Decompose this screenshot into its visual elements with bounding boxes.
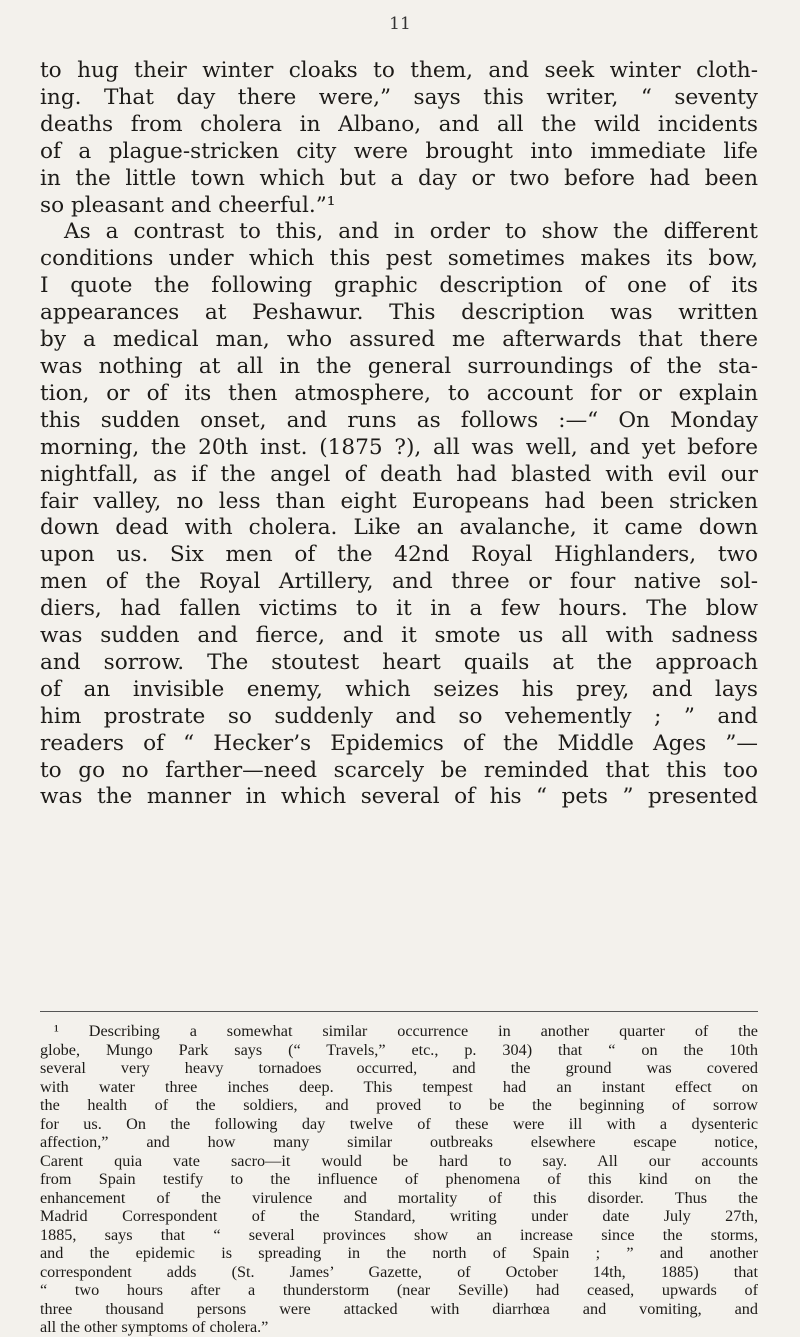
- footnote-line: with water three inches deep. This tempest had an instant effect on: [40, 1077, 758, 1096]
- body-line: was nothing at all in the general surroundings of the sta-: [40, 353, 758, 379]
- page-number: 11: [389, 14, 411, 34]
- footnote-line: Carent quia vate sacro—it would be hard to say. All our accounts: [40, 1151, 758, 1170]
- footnote-line: affection,” and how many similar outbreaks elsewhere escape notice,: [40, 1133, 758, 1151]
- footnote-line: for us. On the following day twelve of these were ill with a dysenteric: [40, 1114, 758, 1133]
- footnote-divider: [40, 1011, 758, 1012]
- body-line: diers, had fallen victims to it in a few hours. The blow: [40, 596, 758, 622]
- body-line: of a plague-stricken city were brought into immediate life: [40, 138, 758, 164]
- body-line: so pleasant and cheerful.”¹: [40, 192, 336, 218]
- body-line: and sorrow. The stoutest heart quails at the approach: [40, 649, 758, 675]
- body-line: fair valley, no less than eight Europeans had been stricken: [40, 488, 758, 514]
- footnote-line: all the other symptoms of cholera.”: [40, 1318, 269, 1336]
- footnote-line: the health of the soldiers, and proved to be the beginning of sorrow: [40, 1096, 758, 1114]
- body-line: by a medical man, who assured me afterwards that there: [40, 327, 758, 353]
- body-line: this sudden onset, and runs as follows :—“ On Monday: [40, 407, 758, 433]
- footnote-line: ¹ Describing a somewhat similar occurrence in another quarter of the: [54, 1022, 758, 1040]
- footnote-line: several very heavy tornadoes occurred, and the ground was covered: [40, 1059, 758, 1077]
- body-line: readers of “ Hecker’s Epidemics of the Middle Ages ”—: [40, 730, 758, 756]
- footnote-line: and the epidemic is spreading in the north of Spain ; ” and another: [40, 1244, 758, 1262]
- footnote-line: from Spain testify to the influence of phenomena of this kind on the: [40, 1170, 758, 1188]
- body-line: ing. That day there were,” says this writer, “ seventy: [40, 84, 758, 110]
- footnote-line: globe, Mungo Park says (“ Travels,” etc., p. 304) that “ on the 10th: [40, 1040, 758, 1059]
- body-line: to go no farther—need scarcely be reminded that this too: [40, 757, 758, 783]
- body-line: was sudden and fierce, and it smote us all with sadness: [40, 623, 758, 649]
- body-line: morning, the 20th inst. (1875 ?), all was well, and yet before: [40, 434, 758, 460]
- body-line: appearances at Peshawur. This description was written: [40, 300, 758, 326]
- body-line: in the little town which but a day or two before had been: [40, 165, 758, 191]
- footnotes: [40, 1022, 758, 1337]
- body-line: to hug their winter cloaks to them, and seek winter cloth-: [40, 58, 758, 83]
- body-line: I quote the following graphic description of one of its: [40, 273, 758, 299]
- body-line: deaths from cholera in Albano, and all the wild incidents: [40, 111, 758, 137]
- body-line: nightfall, as if the angel of death had blasted with evil our: [40, 461, 758, 487]
- body-line: tion, or of its then atmosphere, to account for or explain: [40, 380, 758, 406]
- footnote-line: 1885, says that “ several provinces show an increase since the storms,: [40, 1225, 758, 1244]
- body-line: conditions under which this pest sometimes makes its bow,: [40, 246, 758, 272]
- footnote-line: enhancement of the virulence and mortality of this disorder. Thus the: [40, 1188, 758, 1207]
- body-text: [40, 58, 758, 811]
- footnote-line: “ two hours after a thunderstorm (near Seville) had ceased, upwards of: [40, 1281, 758, 1299]
- body-line: of an invisible enemy, which seizes his prey, and lays: [40, 676, 758, 702]
- footnote-line: three thousand persons were attacked with diarrhœa and vomiting, and: [40, 1299, 758, 1318]
- footnote-line: Madrid Correspondent of the Standard, writing under date July 27th,: [40, 1207, 758, 1225]
- body-line: upon us. Six men of the 42nd Royal Highlanders, two: [40, 542, 758, 568]
- body-line: was the manner in which several of his “ pets ” presented: [40, 784, 758, 810]
- body-line: him prostrate so suddenly and so vehemently ; ” and: [40, 703, 758, 729]
- footnote-line: correspondent adds (St. James’ Gazette, of October 14th, 1885) that: [40, 1262, 758, 1281]
- body-line: As a contrast to this, and in order to show the different: [64, 219, 758, 245]
- body-line: men of the Royal Artillery, and three or four native sol-: [40, 569, 758, 595]
- body-line: down dead with cholera. Like an avalanche, it came down: [40, 515, 758, 541]
